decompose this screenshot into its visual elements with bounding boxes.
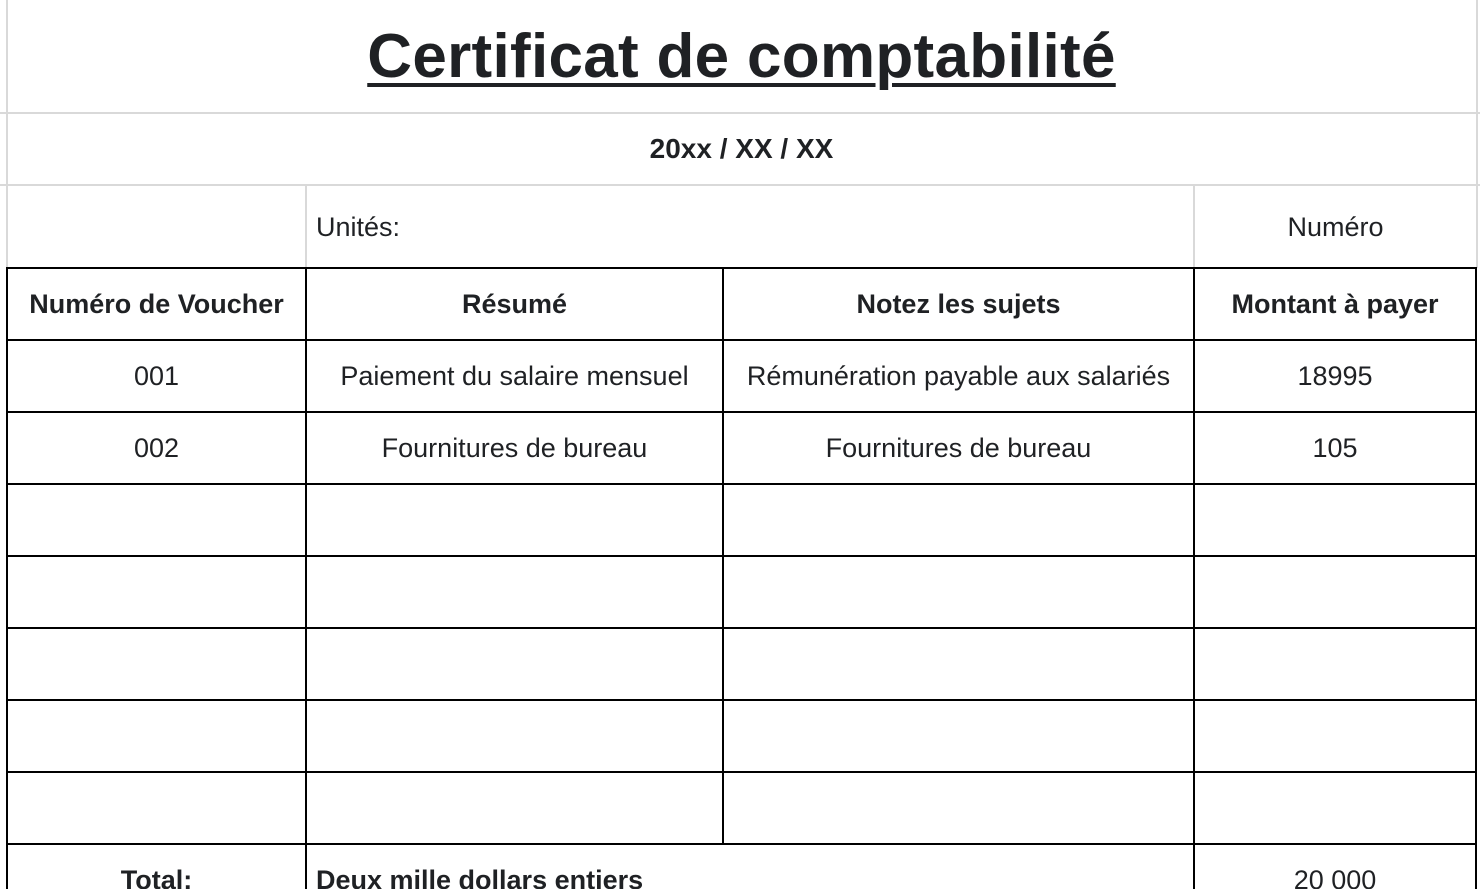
cell-amount[interactable]: [1195, 701, 1475, 771]
number-label[interactable]: Numéro: [1287, 211, 1384, 242]
cell-subject[interactable]: [724, 701, 1193, 771]
grid-line: [1476, 0, 1478, 268]
cell-amount[interactable]: [1195, 557, 1475, 627]
cell-subject[interactable]: Fournitures de bureau: [825, 432, 1092, 463]
cell-voucher-number[interactable]: [8, 557, 305, 627]
cell-voucher-number[interactable]: 002: [133, 432, 180, 463]
cell-summary[interactable]: [307, 701, 722, 771]
header-voucher-number[interactable]: Numéro de Voucher: [29, 288, 284, 319]
page-title[interactable]: Certificat de comptabilité: [367, 21, 1116, 91]
cell-voucher-number[interactable]: 001: [133, 360, 180, 391]
cell-subject[interactable]: [724, 557, 1193, 627]
total-in-words[interactable]: Deux mille dollars entiers: [316, 864, 644, 889]
cell-summary[interactable]: [307, 629, 722, 699]
header-amount[interactable]: Montant à payer: [1231, 288, 1439, 319]
cell-amount[interactable]: [1195, 773, 1475, 843]
cell-amount[interactable]: [1195, 485, 1475, 555]
cell-voucher-number[interactable]: [8, 629, 305, 699]
table-border: [1475, 267, 1477, 889]
cell-amount[interactable]: 105: [1312, 432, 1358, 463]
total-label[interactable]: Total:: [120, 864, 193, 889]
cell-amount[interactable]: 18995: [1297, 360, 1373, 391]
header-subjects[interactable]: Notez les sujets: [856, 288, 1061, 319]
units-label[interactable]: Unités:: [316, 211, 401, 242]
cell-subject[interactable]: [724, 773, 1193, 843]
cell-amount[interactable]: [1195, 629, 1475, 699]
date-cell[interactable]: 20xx / XX / XX: [649, 133, 834, 164]
cell-voucher-number[interactable]: [8, 485, 305, 555]
cell-subject[interactable]: Rémunération payable aux salariés: [746, 360, 1171, 391]
blank-cell[interactable]: [7, 186, 305, 268]
cell-summary[interactable]: [307, 485, 722, 555]
cell-summary[interactable]: [307, 557, 722, 627]
cell-summary[interactable]: Paiement du salaire mensuel: [340, 360, 689, 391]
cell-summary[interactable]: [307, 773, 722, 843]
total-amount[interactable]: 20 000: [1293, 864, 1377, 889]
cell-voucher-number[interactable]: [8, 701, 305, 771]
cell-subject[interactable]: [724, 629, 1193, 699]
header-summary[interactable]: Résumé: [461, 288, 568, 319]
cell-summary[interactable]: Fournitures de bureau: [381, 432, 648, 463]
cell-subject[interactable]: [724, 485, 1193, 555]
cell-voucher-number[interactable]: [8, 773, 305, 843]
